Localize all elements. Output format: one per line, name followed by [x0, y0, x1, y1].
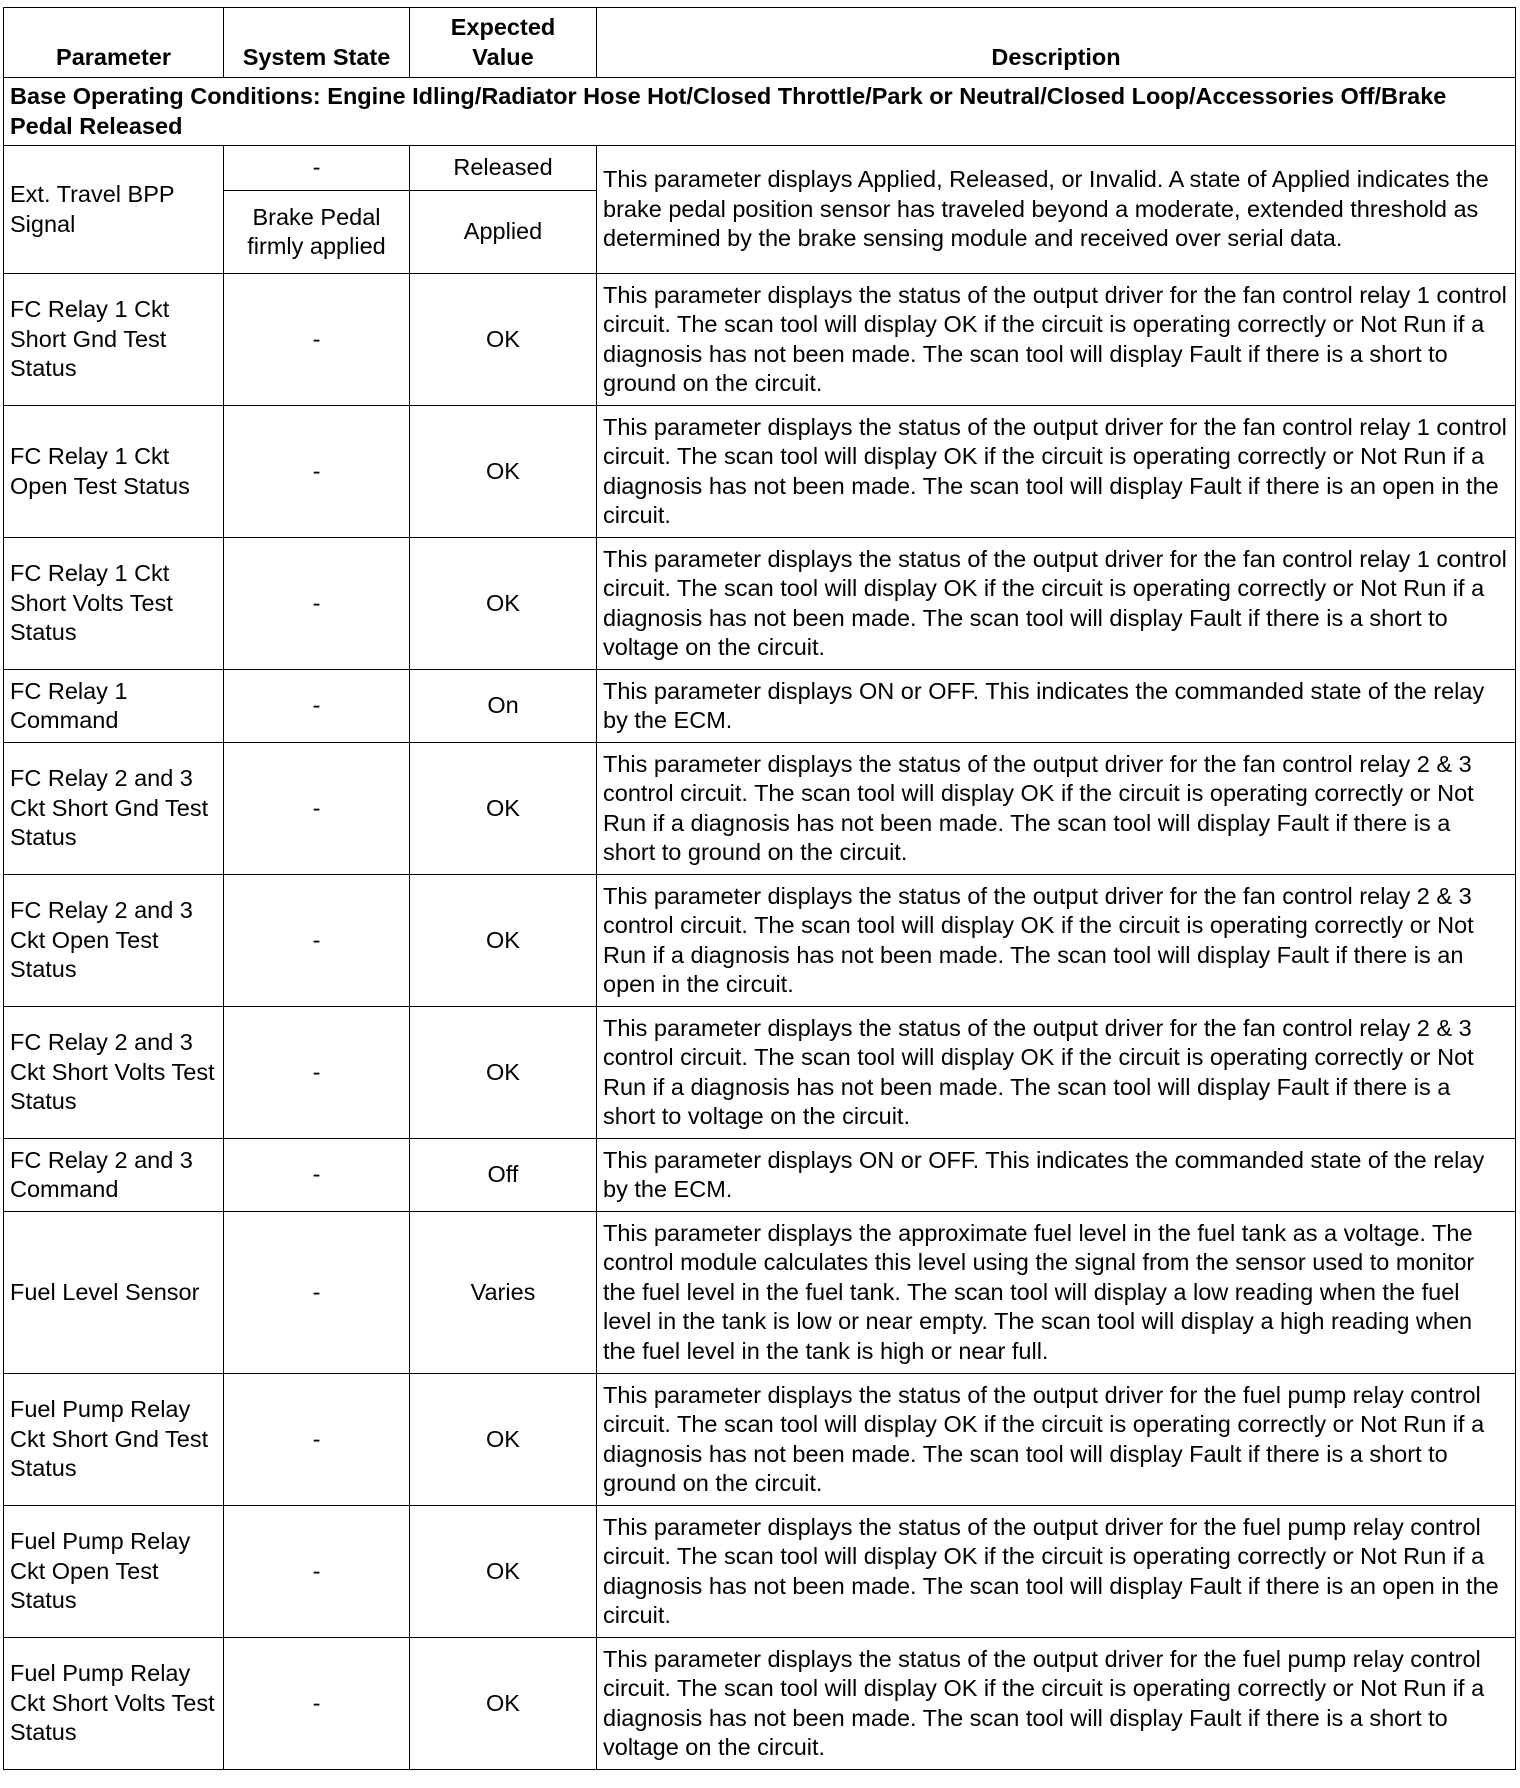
expected-value-cell: Off	[410, 1139, 597, 1212]
base-conditions-text: Base Operating Conditions: Engine Idling/Radiator Hose Hot/Closed Throttle/Park or Neutral/Closed Loop/Accessories Off/Brake Pedal Released	[4, 78, 1516, 146]
system-state-cell: -	[224, 875, 410, 1007]
system-state-cell: -	[224, 1638, 410, 1770]
description-cell: This parameter displays the status of the output driver for the fan control relay 2 & 3 control circuit. The scan tool will display OK if the circuit is operating correctly or Not Run if a diagnosis has not been made. The scan tool will display Fault if there is an open in the circuit.	[597, 875, 1516, 1007]
system-state-cell: -	[224, 1139, 410, 1212]
header-system-state: System State	[224, 8, 410, 78]
description-cell: This parameter displays ON or OFF. This indicates the commanded state of the relay by the ECM.	[597, 1139, 1516, 1212]
parameter-cell: FC Relay 1 Ckt Open Test Status	[4, 406, 224, 538]
expected-value-cell: OK	[410, 274, 597, 406]
table-row	[4, 743, 1516, 875]
description-cell: This parameter displays the approximate fuel level in the fuel tank as a voltage. The control module calculates this level using the signal from the sensor used to monitor the fuel level in the fuel tank. The scan tool will display a low reading when the fuel level in the tank is low or near empty. The scan tool will display a high reading when the fuel level in the tank is high or near full.	[597, 1212, 1516, 1374]
system-state-cell: -	[224, 670, 410, 743]
expected-value-cell: Varies	[410, 1212, 597, 1374]
table-header-row	[4, 8, 1516, 78]
table-row	[4, 670, 1516, 743]
parameter-cell: Fuel Pump Relay Ckt Open Test Status	[4, 1506, 224, 1638]
parameter-cell: FC Relay 1 Ckt Short Volts Test Status	[4, 538, 224, 670]
description-cell: This parameter displays the status of the output driver for the fan control relay 2 & 3 control circuit. The scan tool will display OK if the circuit is operating correctly or Not Run if a diagnosis has not been made. The scan tool will display Fault if there is a short to voltage on the circuit.	[597, 1007, 1516, 1139]
table-row	[4, 146, 1516, 191]
expected-value-cell: OK	[410, 1007, 597, 1139]
system-state-cell: -	[224, 1007, 410, 1139]
description-cell: This parameter displays the status of the output driver for the fan control relay 1 control circuit. The scan tool will display OK if the circuit is operating correctly or Not Run if a diagnosis has not been made. The scan tool will display Fault if there is a short to voltage on the circuit.	[597, 538, 1516, 670]
parameter-cell: FC Relay 2 and 3 Ckt Short Volts Test Status	[4, 1007, 224, 1139]
system-state-cell: -	[224, 274, 410, 406]
system-state-cell: -	[224, 406, 410, 538]
system-state-cell: -	[224, 146, 410, 191]
description-cell: This parameter displays the status of the output driver for the fuel pump relay control circuit. The scan tool will display OK if the circuit is operating correctly or Not Run if a diagnosis has not been made. The scan tool will display Fault if there is a short to ground on the circuit.	[597, 1374, 1516, 1506]
description-cell: This parameter displays the status of the output driver for the fan control relay 1 control circuit. The scan tool will display OK if the circuit is operating correctly or Not Run if a diagnosis has not been made. The scan tool will display Fault if there is an open in the circuit.	[597, 406, 1516, 538]
expected-value-cell: Applied	[410, 191, 597, 274]
table-row	[4, 1212, 1516, 1374]
base-conditions-row	[4, 78, 1516, 146]
parameter-cell: Ext. Travel BPP Signal	[4, 146, 224, 274]
expected-value-cell: OK	[410, 1374, 597, 1506]
system-state-cell: -	[224, 743, 410, 875]
expected-value-cell: OK	[410, 743, 597, 875]
table-row	[4, 406, 1516, 538]
parameter-cell: FC Relay 2 and 3 Ckt Short Gnd Test Status	[4, 743, 224, 875]
expected-value-cell: OK	[410, 1638, 597, 1770]
document-page	[3, 7, 1516, 1770]
system-state-cell: Brake Pedal firmly applied	[224, 191, 410, 274]
system-state-cell: -	[224, 1506, 410, 1638]
table-row	[4, 875, 1516, 1007]
table-row	[4, 1139, 1516, 1212]
expected-value-cell: OK	[410, 1506, 597, 1638]
parameter-cell: FC Relay 2 and 3 Command	[4, 1139, 224, 1212]
expected-value-cell: OK	[410, 538, 597, 670]
description-cell: This parameter displays the status of the output driver for the fuel pump relay control circuit. The scan tool will display OK if the circuit is operating correctly or Not Run if a diagnosis has not been made. The scan tool will display Fault if there is a short to voltage on the circuit.	[597, 1638, 1516, 1770]
description-cell: This parameter displays the status of the output driver for the fan control relay 1 control circuit. The scan tool will display OK if the circuit is operating correctly or Not Run if a diagnosis has not been made. The scan tool will display Fault if there is a short to ground on the circuit.	[597, 274, 1516, 406]
table-row	[4, 1506, 1516, 1638]
parameter-cell: FC Relay 1 Command	[4, 670, 224, 743]
parameter-cell: Fuel Pump Relay Ckt Short Volts Test Status	[4, 1638, 224, 1770]
parameter-cell: Fuel Level Sensor	[4, 1212, 224, 1374]
expected-value-cell: Released	[410, 146, 597, 191]
system-state-cell: -	[224, 1374, 410, 1506]
expected-value-cell: OK	[410, 875, 597, 1007]
data-parameter-table	[3, 7, 1516, 1770]
table-row	[4, 1374, 1516, 1506]
expected-value-cell: On	[410, 670, 597, 743]
header-description: Description	[597, 8, 1516, 78]
parameter-cell: FC Relay 1 Ckt Short Gnd Test Status	[4, 274, 224, 406]
expected-value-cell: OK	[410, 406, 597, 538]
table-row	[4, 1007, 1516, 1139]
system-state-cell: -	[224, 1212, 410, 1374]
table-row	[4, 1638, 1516, 1770]
parameter-cell: Fuel Pump Relay Ckt Short Gnd Test Status	[4, 1374, 224, 1506]
header-expected-value: Expected Value	[410, 8, 597, 78]
description-cell: This parameter displays ON or OFF. This indicates the commanded state of the relay by the ECM.	[597, 670, 1516, 743]
description-cell: This parameter displays the status of the output driver for the fan control relay 2 & 3 control circuit. The scan tool will display OK if the circuit is operating correctly or Not Run if a diagnosis has not been made. The scan tool will display Fault if there is a short to ground on the circuit.	[597, 743, 1516, 875]
table-row	[4, 274, 1516, 406]
header-parameter: Parameter	[4, 8, 224, 78]
table-row	[4, 538, 1516, 670]
parameter-cell: FC Relay 2 and 3 Ckt Open Test Status	[4, 875, 224, 1007]
description-cell: This parameter displays the status of the output driver for the fuel pump relay control circuit. The scan tool will display OK if the circuit is operating correctly or Not Run if a diagnosis has not been made. The scan tool will display Fault if there is an open in the circuit.	[597, 1506, 1516, 1638]
system-state-cell: -	[224, 538, 410, 670]
description-cell: This parameter displays Applied, Released, or Invalid. A state of Applied indicates the brake pedal position sensor has traveled beyond a moderate, extended threshold as determined by the brake sensing module and received over serial data.	[597, 146, 1516, 274]
